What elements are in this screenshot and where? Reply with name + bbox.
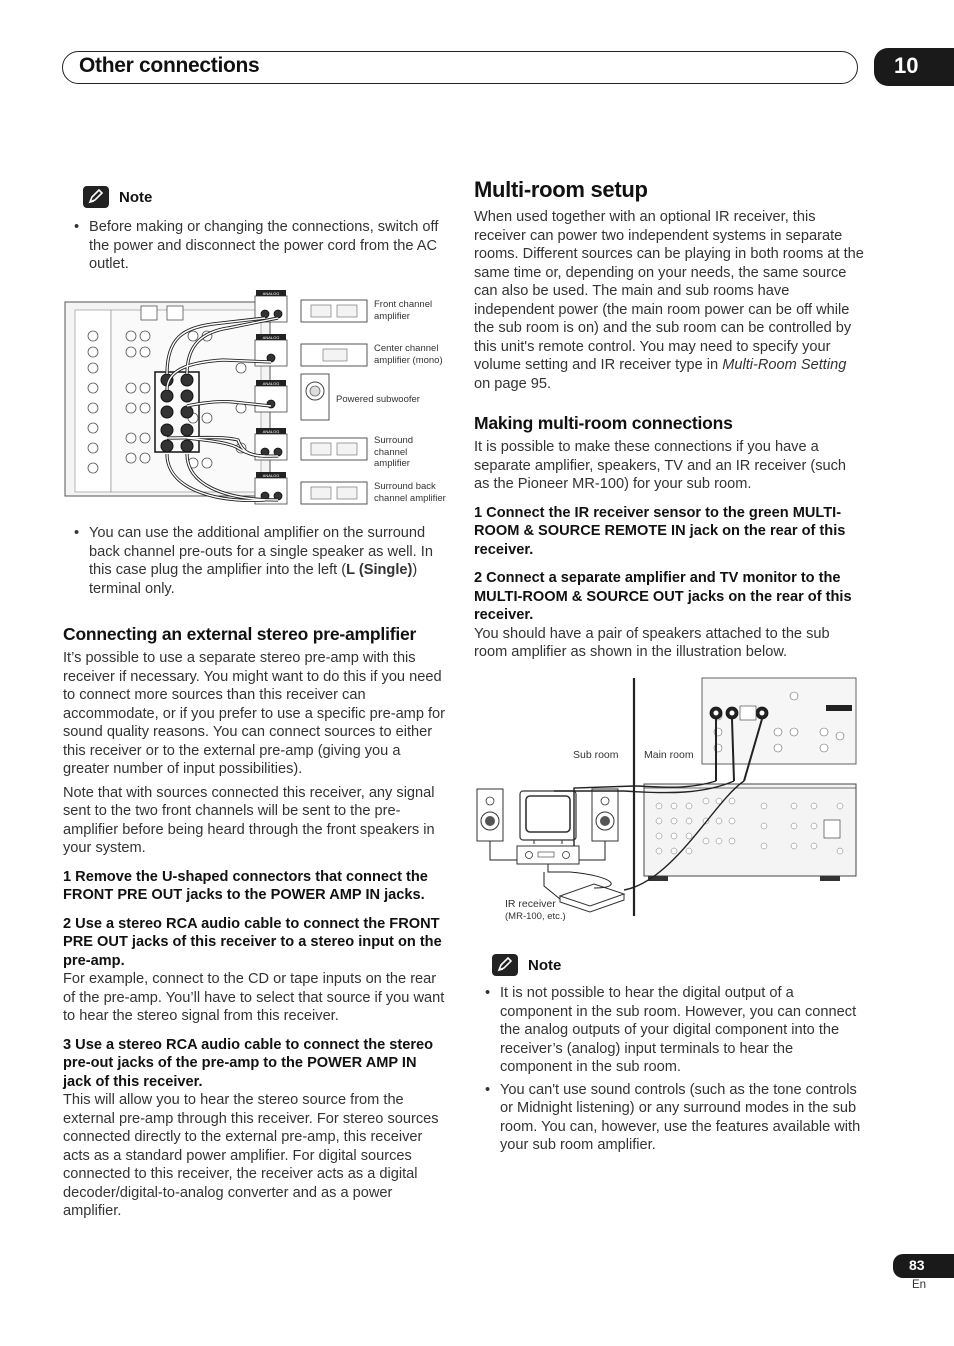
making-connections-paragraph: It is possible to make these connections if you have a separate amplifier, speakers, TV and an IR receiver (such as the Pioneer MR-100) for your sub room. bbox=[474, 439, 847, 492]
note-pencil-icon bbox=[492, 954, 518, 976]
note-pencil-icon bbox=[83, 186, 109, 208]
preamp-paragraph-1: It’s possible to use a separate stereo pre-amp with this receiver if necessary. You might want to do this if you need to connect more sources than this receiver can accommodate, or if you prefer to use a specific pre-amp for sound quality reasons. You can connect sources to either this receiver or to the external pre-amp (giving you a greater number of input possibilities). bbox=[63, 650, 446, 777]
single-speaker-bullet: • You can use the additional amplifier on the surround back channel pre-outs for a single speaker as well. In this case plug the amplifier into the left (L (Single)) terminal only. bbox=[63, 524, 448, 598]
surround-amp-label: Surround channel amplifier bbox=[374, 435, 414, 469]
svg-text:ANALOG: ANALOG bbox=[262, 473, 280, 478]
note-bullet: • It is not possible to hear the digital output of a component in the sub room. However, you can connect the analog outputs of your digital component into the receiver’s (analog) input terminals to hear the component in the sub room. bbox=[474, 984, 864, 1077]
svg-text:ANALOG: ANALOG bbox=[262, 429, 280, 434]
note-bullet: • Before making or changing the connections, switch off the power and disconnect the power cord from the AC outlet. bbox=[63, 218, 448, 274]
note-block-1 bbox=[63, 186, 448, 278]
multiroom-step-2: 2 Connect a separate amplifier and TV monitor to the MULTI-ROOM & SOURCE OUT jacks on the rear of this receiver. bbox=[474, 570, 852, 623]
section-heading-making-connections: Making multi-room connections bbox=[474, 413, 733, 433]
subwoofer-label: Powered subwoofer bbox=[336, 394, 420, 405]
svg-text:ANALOG: ANALOG bbox=[262, 335, 280, 340]
multiroom-connection-diagram bbox=[474, 676, 864, 926]
right-main-text bbox=[474, 177, 864, 662]
preamp-step-3: 3 Use a stereo RCA audio cable to connect the stereo pre-out jacks of the pre-amp to the POWER AMP IN jack of this receiver. bbox=[63, 1036, 434, 1090]
page-title: Other connections bbox=[79, 54, 260, 77]
section-heading-preamp: Connecting an external stereo pre-amplifier bbox=[63, 624, 417, 644]
front-amp-label: Front channel amplifier bbox=[374, 299, 433, 322]
amplifier-connection-diagram bbox=[63, 288, 453, 513]
preamp-step-3-text: This will allow you to hear the stereo source from the external pre-amp through this receiver. For stereo sources connected directly to the external pre-amp, this receiver acts as a standard power amplifier. For digital sources connected to this receiver, the receiver acts as a digital decoder/digital-to-analog converter and as a power amplifier. bbox=[63, 1092, 439, 1219]
note-label: Note bbox=[528, 956, 562, 974]
sub-room-label: Sub room bbox=[573, 749, 619, 761]
multiroom-diagram-svg bbox=[474, 676, 864, 926]
note-block-2 bbox=[474, 954, 864, 1159]
svg-text:ANALOG: ANALOG bbox=[262, 381, 280, 386]
multiroom-intro: When used together with an optional IR receiver, this receiver can power two independent systems in separate rooms. Different sources can be playing in both rooms at the same time or, depending on your needs, the same source can also be used. The main and sub rooms have independent power (the main room power can be off while the sub room is on) and the sub room can be controlled by this unit's remote control. You may need to specify your volume setting and IR receiver type in Multi-Room Setting on page 95. bbox=[474, 209, 864, 392]
ir-receiver-label: IR receiver bbox=[505, 898, 556, 910]
note-bullet: • You can't use sound controls (such as the tone controls or Midnight listening) or any surround modes in the sub room. You can, however, use the features available with your sub room amplifier. bbox=[474, 1081, 864, 1155]
svg-text:ANALOG: ANALOG bbox=[262, 291, 280, 296]
preamp-step-2: 2 Use a stereo RCA audio cable to connect the FRONT PRE OUT jacks of this receiver to a stereo input on the pre-amp. bbox=[63, 915, 442, 969]
surround-back-amp-label: Surround back channel amplifier bbox=[374, 481, 446, 504]
preamp-step-2-text: For example, connect to the CD or tape inputs on the rear of the pre-amp. You’ll have to select that source if you want to hear the stereo signal from this receiver. bbox=[63, 971, 445, 1024]
preamp-paragraph-2: Note that with sources connected this receiver, any signal sent to the two front channels will be sent to the pre-amplifier before being heard through the front speakers in your system. bbox=[63, 784, 435, 856]
chapter-number: 10 bbox=[874, 48, 954, 86]
page-language: En bbox=[912, 1279, 927, 1291]
section-heading-multiroom: Multi-room setup bbox=[474, 177, 648, 202]
page-number: 83 bbox=[893, 1254, 954, 1278]
left-main-text bbox=[63, 524, 448, 1221]
preamp-step-1: 1 Remove the U-shaped connectors that connect the FRONT PRE OUT jacks to the POWER AMP IN jacks. bbox=[63, 868, 428, 903]
multiroom-step-2-text: You should have a pair of speakers attached to the sub room amplifier as shown in the illustration below. bbox=[474, 625, 830, 660]
center-amp-label: Center channel amplifier (mono) bbox=[374, 343, 443, 366]
ir-receiver-model-label: (MR-100, etc.) bbox=[505, 911, 566, 922]
header-bar bbox=[62, 51, 858, 84]
note-label: Note bbox=[119, 188, 153, 206]
multiroom-step-1: 1 Connect the IR receiver sensor to the green MULTI-ROOM & SOURCE REMOTE IN jack on the rear of this receiver. bbox=[474, 504, 846, 558]
main-room-label: Main room bbox=[644, 749, 694, 761]
